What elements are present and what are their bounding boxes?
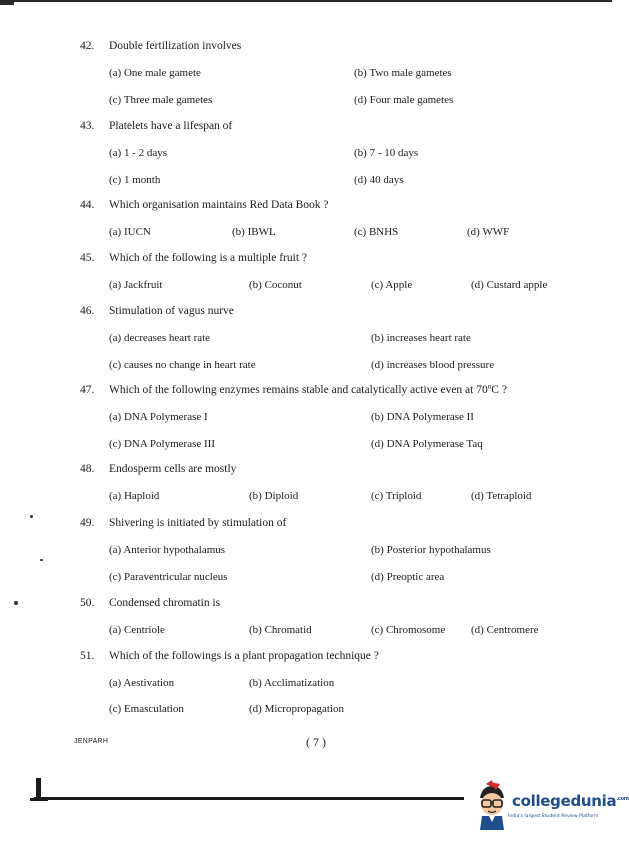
option-d: (d) DNA Polymerase Taq <box>371 438 483 450</box>
collegedunia-logo <box>472 780 629 832</box>
option-d: (d) Centromere <box>471 624 539 636</box>
option-a: (a) Jackfruit <box>109 279 163 291</box>
scan-speck <box>30 515 33 518</box>
question-text: Which of the following enzymes remains stable and catalytically active even at 70ºC ? <box>109 384 507 396</box>
question-number: 42. <box>80 40 95 52</box>
option-d: (d) Custard apple <box>471 279 548 291</box>
question-text: Stimulation of vagus nurve <box>109 305 234 317</box>
question-number: 44. <box>80 199 95 211</box>
question-text: Which of the following is a multiple fruit ? <box>109 252 308 264</box>
option-a: (a) Haploid <box>109 490 160 502</box>
option-a: (a) DNA Polymerase I <box>109 411 208 423</box>
option-d: (d) Tetraploid <box>471 490 532 502</box>
question-text: Endosperm cells are mostly <box>109 463 237 475</box>
option-c: (c) 1 month <box>109 174 161 186</box>
top-border-corner <box>0 0 14 5</box>
logo-tagline: India's largest Student Review Platform <box>508 814 599 819</box>
question-text: Shivering is initiated by stimulation of <box>109 517 287 529</box>
paper-code: JENPARH <box>74 738 109 745</box>
option-c: (c) Three male gametes <box>109 94 213 106</box>
scan-speck <box>40 559 43 561</box>
option-b: (b) Acclimatization <box>249 677 335 689</box>
option-d: (d) Preoptic area <box>371 571 445 583</box>
option-c: (c) Emasculation <box>109 703 184 715</box>
option-b: (b) Coconut <box>249 279 302 291</box>
bottom-rule <box>34 797 464 800</box>
option-b: (b) Posterior hypothalamus <box>371 544 491 556</box>
question-text: Condensed chromatin is <box>109 597 221 609</box>
option-c: (c) DNA Polymerase III <box>109 438 215 450</box>
option-c: (c) Chromosome <box>371 624 446 636</box>
option-c: (c) BNHS <box>354 226 399 238</box>
option-b: (b) IBWL <box>232 226 276 238</box>
option-b: (b) Chromatid <box>249 624 312 636</box>
logo-wordmark: collegedunia$^{.com}$ <box>512 792 629 810</box>
question-text: Which of the followings is a plant propagation technique ? <box>109 650 379 662</box>
question-number: 45. <box>80 252 95 264</box>
question-number: 46. <box>80 305 95 317</box>
option-c: (c) Apple <box>371 279 413 291</box>
option-c: (c) Triploid <box>371 490 422 502</box>
option-b: (b) Two male gametes <box>354 67 452 79</box>
option-a: (a) One male gamete <box>109 67 201 79</box>
option-d: (d) increases blood pressure <box>371 359 495 371</box>
option-a: (a) Anterior hypothalamus <box>109 544 226 556</box>
option-a: (a) Centriole <box>109 624 165 636</box>
question-number: 43. <box>80 120 95 132</box>
option-a: (a) 1 - 2 days <box>109 147 168 159</box>
option-c: (c) causes no change in heart rate <box>109 359 256 371</box>
option-d: (d) 40 days <box>354 174 404 186</box>
mascot-icon <box>472 780 512 832</box>
question-number: 51. <box>80 650 95 662</box>
option-a: (a) IUCN <box>109 226 151 238</box>
question-number: 50. <box>80 597 95 609</box>
question-text: Which organisation maintains Red Data Book ? <box>109 199 329 211</box>
option-d: (d) Micropropagation <box>249 703 344 715</box>
page-number: ( 7 ) <box>306 735 326 749</box>
question-number: 48. <box>80 463 95 475</box>
option-b: (b) Diploid <box>249 490 299 502</box>
option-b: (b) DNA Polymerase II <box>371 411 474 423</box>
option-a: (a) decreases heart rate <box>109 332 211 344</box>
top-border <box>0 0 612 2</box>
option-d: (d) Four male gametes <box>354 94 454 106</box>
question-text: Platelets have a lifespan of <box>109 120 233 132</box>
option-c: (c) Paraventricular nucleus <box>109 571 228 583</box>
question-number: 47. <box>80 384 95 396</box>
question-text: Double fertilization involves <box>109 40 242 52</box>
option-d: (d) WWF <box>467 226 510 238</box>
option-b: (b) 7 - 10 days <box>354 147 419 159</box>
option-b: (b) increases heart rate <box>371 332 471 344</box>
scan-speck <box>14 601 18 605</box>
question-number: 49. <box>80 517 95 529</box>
option-a: (a) Aestivation <box>109 677 175 689</box>
